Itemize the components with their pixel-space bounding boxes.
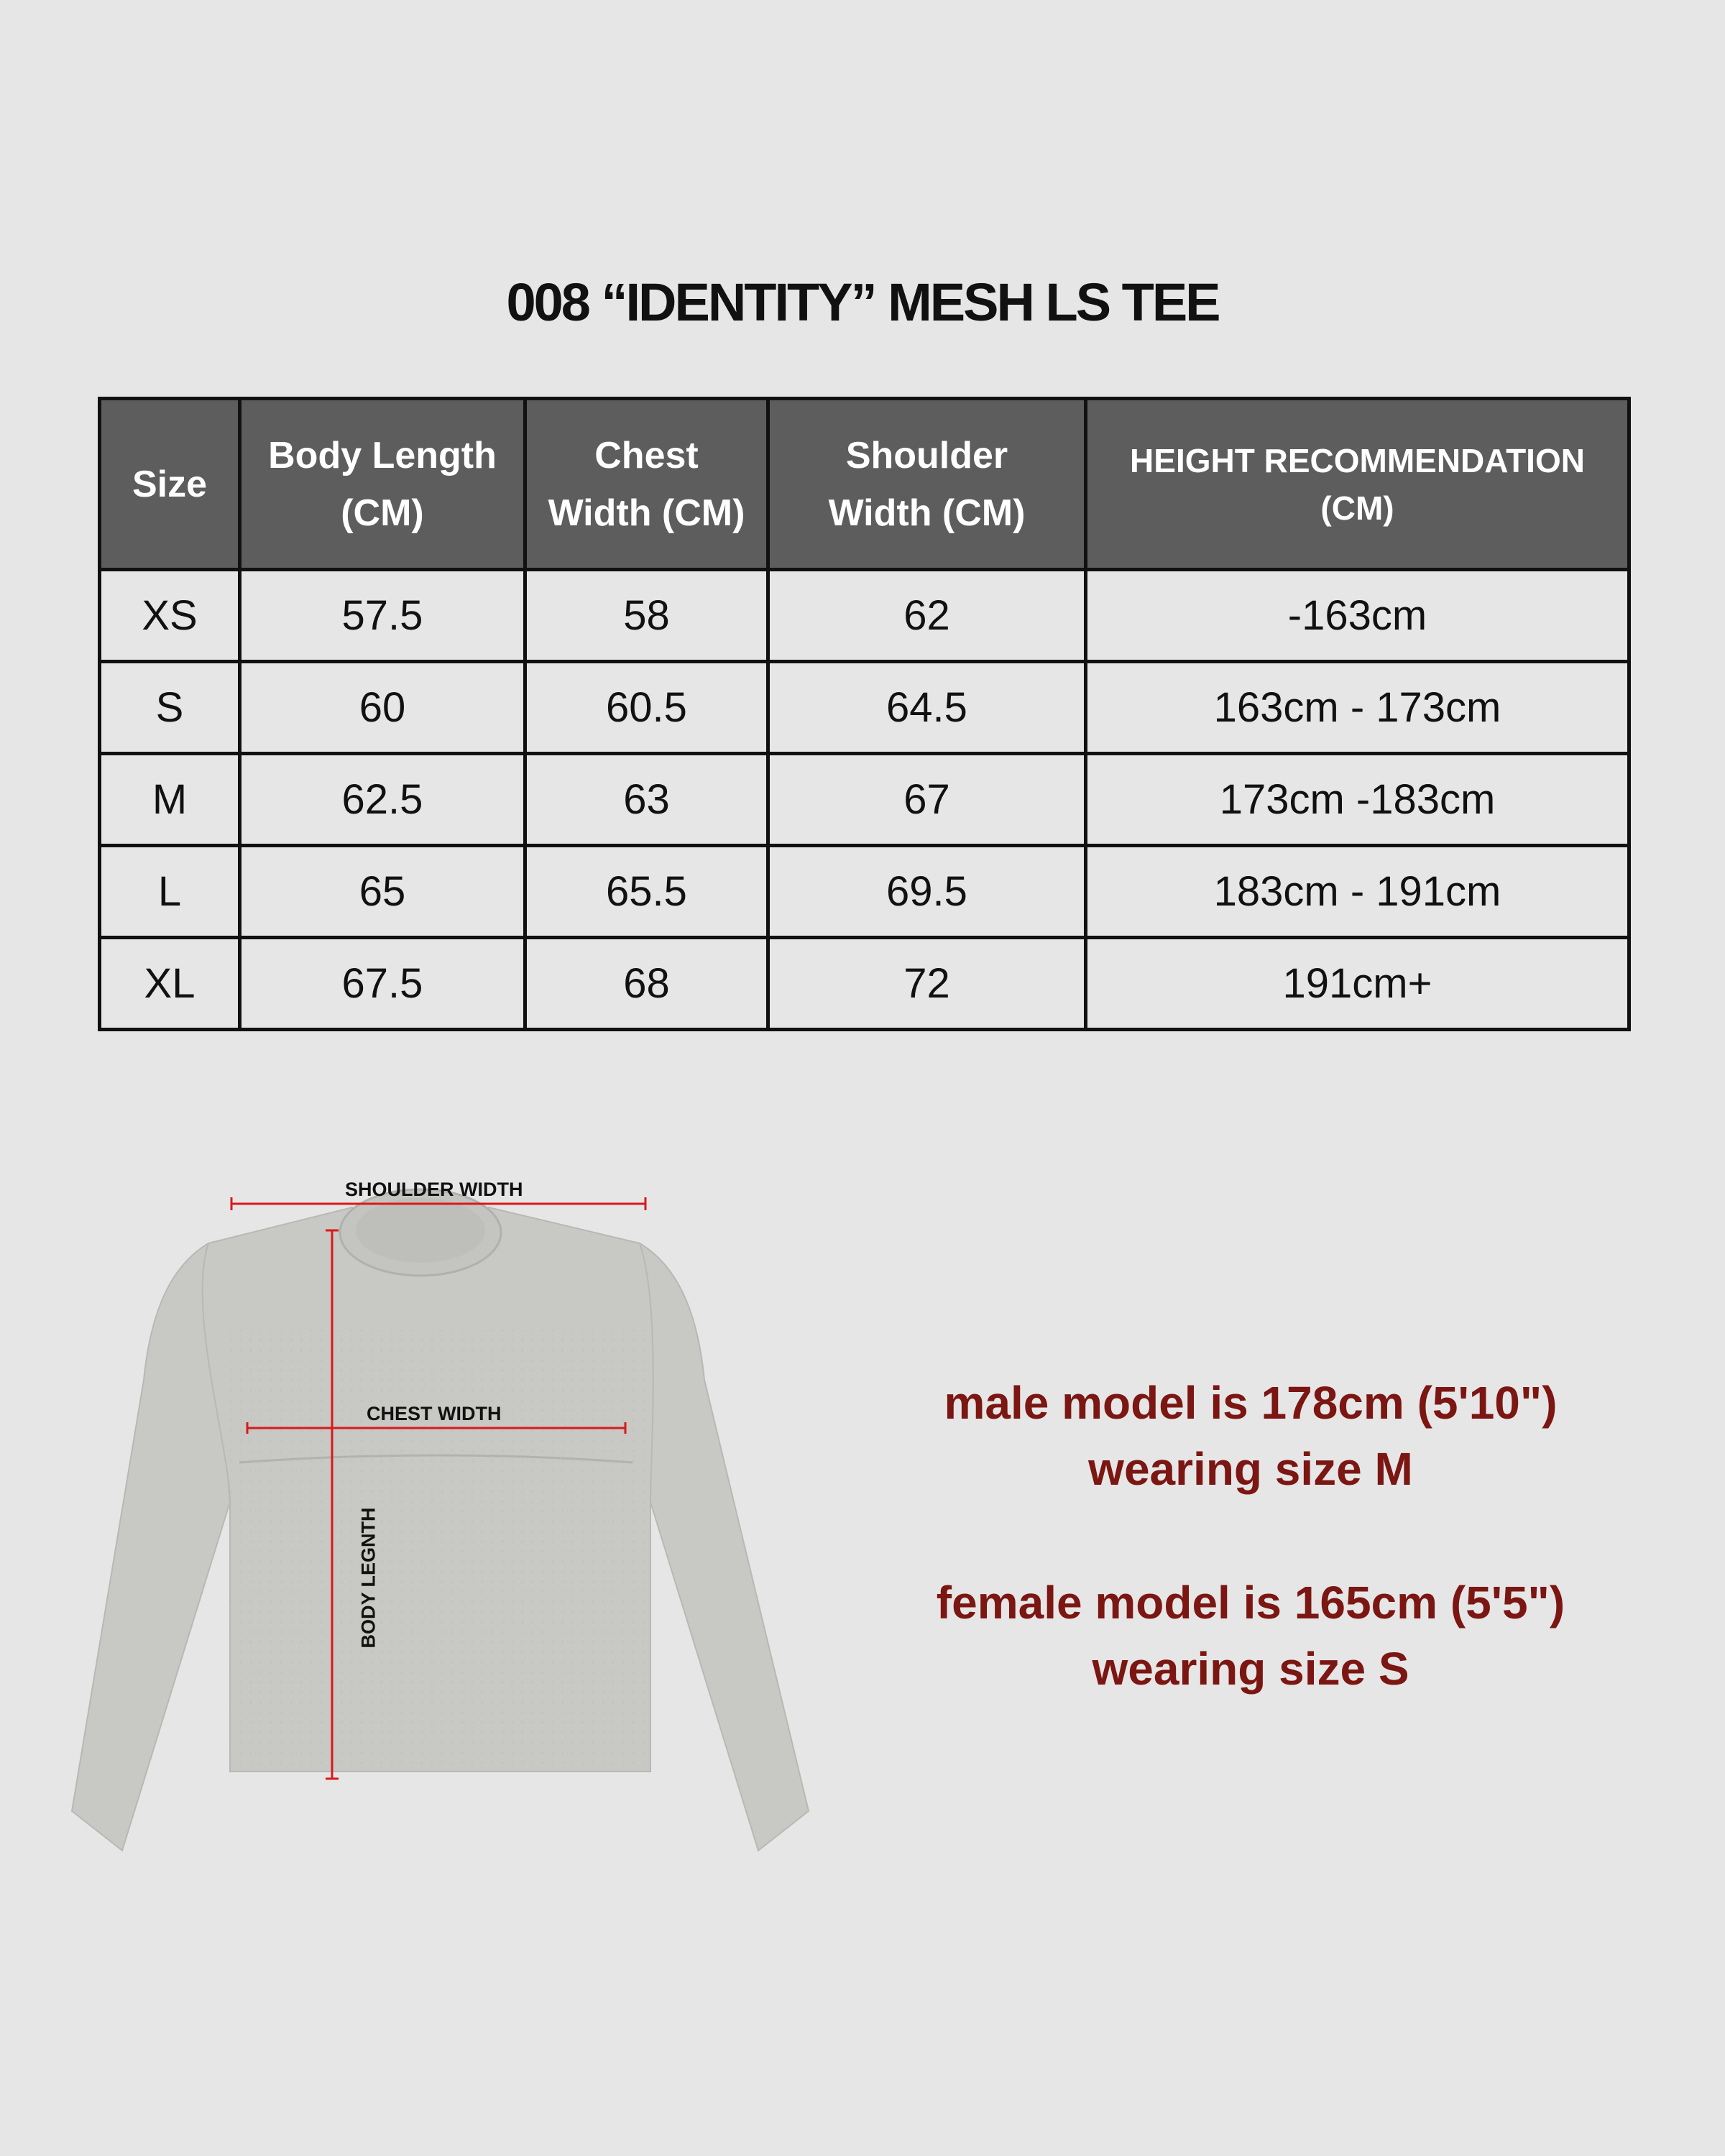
cell-body-length: 65 <box>240 846 525 938</box>
female-model-height: female model is 165cm (5'5") <box>936 1577 1565 1628</box>
cell-height: 191cm+ <box>1086 938 1629 1030</box>
cell-size: L <box>100 846 240 938</box>
header-line1: HEIGHT RECOMMENDATION <box>1130 441 1585 479</box>
cell-shoulder-width: 67 <box>768 754 1086 846</box>
cell-height: 163cm - 173cm <box>1086 662 1629 754</box>
chest-width-label: CHEST WIDTH <box>367 1403 502 1424</box>
table-row <box>100 938 1629 1030</box>
header-chest-width <box>525 399 768 570</box>
cell-height: -163cm <box>1086 570 1629 662</box>
shoulder-width-label: SHOULDER WIDTH <box>345 1179 523 1200</box>
cell-chest-width: 68 <box>525 938 768 1030</box>
table-row <box>100 662 1629 754</box>
cell-body-length: 62.5 <box>240 754 525 846</box>
header-line2: Width (CM) <box>548 492 745 534</box>
header-body-length <box>240 399 525 570</box>
female-model-size: wearing size S <box>1092 1643 1409 1695</box>
right-sleeve <box>640 1243 809 1851</box>
header-line1: Body Length <box>268 434 497 476</box>
cell-size: XS <box>100 570 240 662</box>
header-line1: Shoulder <box>845 434 1008 476</box>
header-height-recommendation <box>1086 399 1629 570</box>
cell-size: XL <box>100 938 240 1030</box>
cell-size: S <box>100 662 240 754</box>
cell-chest-width: 65.5 <box>525 846 768 938</box>
header-line2: (CM) <box>341 492 424 534</box>
cell-shoulder-width: 64.5 <box>768 662 1086 754</box>
header-shoulder-width <box>768 399 1086 570</box>
male-model-height: male model is 178cm (5'10") <box>944 1377 1558 1429</box>
table-header-row <box>100 399 1629 570</box>
cell-body-length: 60 <box>240 662 525 754</box>
measurement-diagram <box>65 1164 819 1876</box>
cell-chest-width: 58 <box>525 570 768 662</box>
cell-body-length: 57.5 <box>240 570 525 662</box>
size-chart-table <box>98 397 1631 1031</box>
page-title: 008 “IDENTITY” MESH LS TEE <box>506 272 1219 332</box>
header-line2: Width (CM) <box>828 492 1026 534</box>
cell-chest-width: 60.5 <box>525 662 768 754</box>
header-line1: Chest <box>594 434 699 476</box>
table-row <box>100 754 1629 846</box>
cell-height: 183cm - 191cm <box>1086 846 1629 938</box>
header-size <box>100 399 240 570</box>
header-line2: (CM) <box>1320 489 1394 527</box>
body-length-label: BODY LEGNTH <box>357 1507 380 1649</box>
table-row <box>100 570 1629 662</box>
table-row <box>100 846 1629 938</box>
cell-shoulder-width: 72 <box>768 938 1086 1030</box>
cell-body-length: 67.5 <box>240 938 525 1030</box>
male-model-info <box>848 1370 1653 1502</box>
cell-shoulder-width: 62 <box>768 570 1086 662</box>
cell-chest-width: 63 <box>525 754 768 846</box>
cell-size: M <box>100 754 240 846</box>
female-model-info <box>848 1570 1653 1702</box>
long-sleeve-tee-illustration <box>65 1164 819 1876</box>
cell-shoulder-width: 69.5 <box>768 846 1086 938</box>
header-size-label: Size <box>132 463 208 505</box>
male-model-size: wearing size M <box>1088 1443 1413 1495</box>
cell-height: 173cm -183cm <box>1086 754 1629 846</box>
